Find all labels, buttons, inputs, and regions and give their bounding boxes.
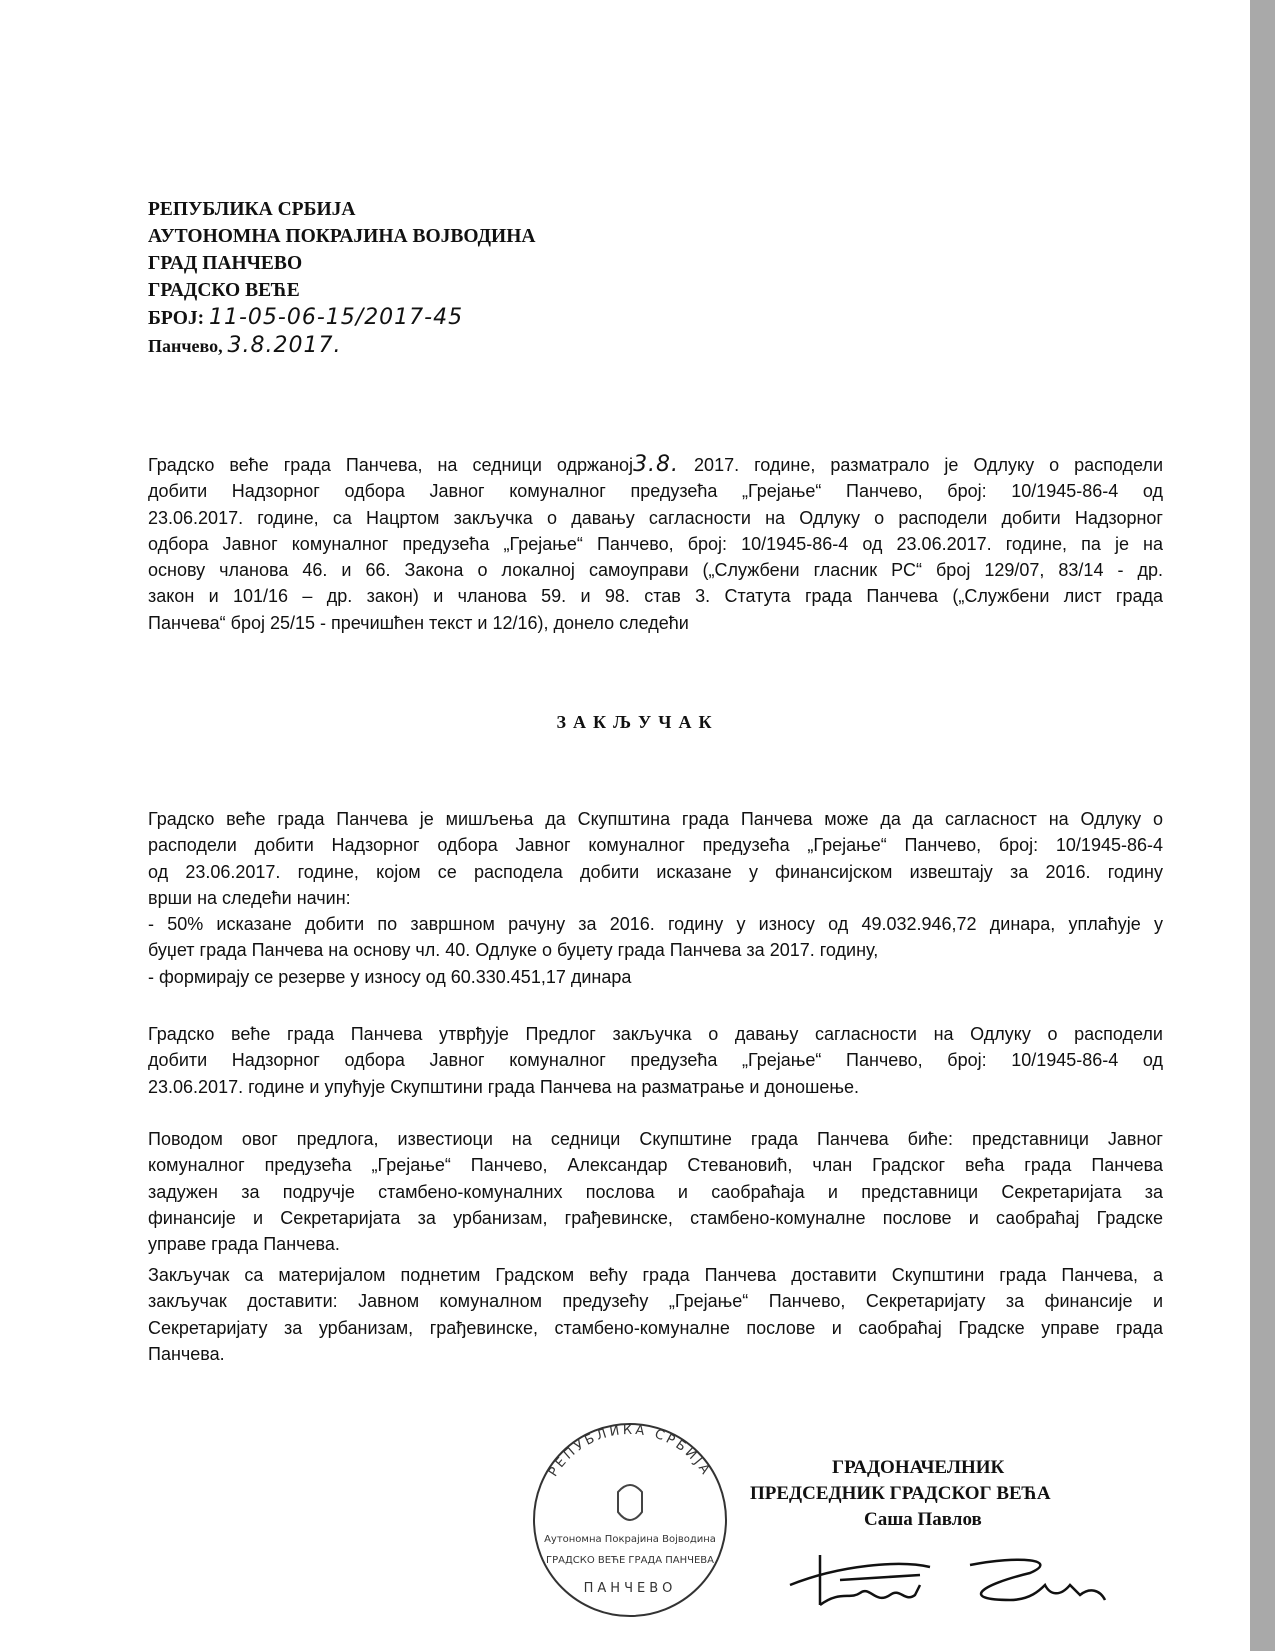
header-line: РЕПУБЛИКА СРБИЈА [148, 199, 356, 220]
seal-outer-text: РЕПУБЛИКА СРБИЈА [545, 1422, 715, 1480]
text: Градско веће града Панчева, на седници одржаној [148, 455, 634, 475]
handwritten-session-date: 3.8. [633, 452, 680, 477]
signature-block [750, 1455, 1051, 1533]
paragraph-line: Секретаријату за урбанизам, грађевинске, стамбено-комуналне послове и саобраћај Градске управе града [148, 1317, 1163, 1338]
paragraph-line: закон и 101/16 – др. закон) и чланова 59. и 98. став 3. Статута града Панчева („Службени лист града [148, 586, 1163, 607]
paragraph-rapporteurs [148, 1126, 1163, 1257]
signatory-name: Саша Павлов [864, 1509, 982, 1530]
paragraph-delivery [148, 1262, 1163, 1367]
paragraph-line: добити Надзорног одбора Јавног комуналног предузећа „Грејање“ Панчево, број: 10/1945-86-4 од [148, 1050, 1163, 1071]
paragraph-line: задужен за подручје стамбено-комуналних послова и саобраћаја и представници Секретаријата за [148, 1181, 1163, 1202]
paragraph-line: - 50% исказане добити по завршном рачуну за 2016. годину у износу од 49.032.946,72 динара, уплаћује у [148, 914, 1163, 935]
document-number [148, 304, 535, 332]
paragraph-line: 23.06.2017. године, са Нацртом закључка о давању сагласности на Одлуку о расподели добити Надзорног [148, 507, 1163, 528]
paragraph-line: комуналног предузећа „Грејање“ Панчево, Александар Стевановић, члан Градског већа града Панчева [148, 1155, 1163, 1176]
header-line: ГРАДСКО ВЕЋЕ [148, 280, 300, 301]
place-label: Панчево, [148, 336, 223, 356]
paragraph-line: од 23.06.2017. године, којом се расподела добити исказане у финансијском извештају за 2016. годину [148, 861, 1163, 882]
document-place-date [148, 332, 535, 360]
coat-of-arms-icon [618, 1485, 642, 1520]
header-line: АУТОНОМНА ПОКРАЈИНА ВОЈВОДИНА [148, 226, 536, 247]
scan-edge [1250, 0, 1275, 1651]
text: 2017. године, разматрало је Одлуку о расподели [679, 455, 1163, 475]
paragraph-line: Закључак са материјалом поднетим Градском већу града Панчева доставити Скупштини града Панчева, а [148, 1265, 1163, 1285]
paragraph-line: 23.06.2017. године и упућује Скупштини града Панчева на разматрање и доношење. [148, 1076, 860, 1097]
paragraph-line: одбора Јавног комуналног предузећа „Грејање“ Панчево, број: 10/1945-86-4 од 23.06.2017. године, па је на [148, 533, 1163, 554]
paragraph-line: Градско веће града Панчева утврђује Предлог закључка о давању сагласности на Одлуку о расподели [148, 1024, 1163, 1044]
handwritten-number: 11-05-06-15/2017-45 [208, 305, 464, 330]
paragraph-line [148, 452, 1163, 478]
paragraph-line: закључак доставити: Јавном комуналном предузећу „Грејање“ Панчево, Секретаријату за финансије и [148, 1291, 1163, 1312]
paragraph-line: буџет града Панчева на основу чл. 40. Одлуке о буџету града Панчева за 2017. годину, [148, 940, 879, 961]
paragraph-conclusion [148, 806, 1163, 990]
paragraph-line: основу чланова 46. и 66. Закона о локалној самоуправи („Службени гласник РС“ број 129/07, 83/14 - др. [148, 560, 1163, 581]
handwritten-signature [780, 1545, 1120, 1615]
seal-middle-text: Аутономна Покрајина Војводина [544, 1534, 716, 1545]
document-header [148, 196, 535, 360]
paragraph-line: расподели добити Надзорног одбора Јавног комуналног предузећа „Грејање“ Панчево, број: 10/1945-86-4 [148, 835, 1163, 856]
official-seal [530, 1420, 730, 1620]
handwritten-date: 3.8.2017. [227, 333, 342, 358]
paragraph-line: Поводом овог предлога, известиоци на седници Скупштине града Панчева биће: представници Јавног [148, 1129, 1163, 1149]
paragraph-proposal [148, 1021, 1163, 1100]
paragraph-intro [148, 452, 1163, 636]
header-line: ГРАД ПАНЧЕВО [148, 253, 303, 274]
signatory-role: ПРЕДСЕДНИК ГРАДСКОГ ВЕЋА [750, 1483, 1051, 1504]
paragraph-line: Панчева“ број 25/15 - пречишћен текст и 12/16), донело следећи [148, 612, 689, 633]
paragraph-line: Градско веће града Панчева је мишљења да Скупштина града Панчева може да да сагласност на Одлуку о [148, 809, 1163, 829]
seal-bottom-text: ПАНЧЕВО [583, 1581, 677, 1596]
paragraph-line: финансије и Секретаријата за урбанизам, грађевинске, стамбено-комуналне послове и саобраћај Градске [148, 1207, 1163, 1228]
paragraph-line: Панчева. [148, 1343, 225, 1364]
seal-inner-text: ГРАДСКО ВЕЋЕ ГРАДА ПАНЧЕВА [545, 1555, 715, 1566]
number-label: БРОЈ: [148, 308, 205, 329]
paragraph-line: добити Надзорног одбора Јавног комуналног предузећа „Грејање“ Панчево, број: 10/1945-86-4 од [148, 481, 1163, 502]
paragraph-line: - формирају се резерве у износу од 60.330.451,17 динара [148, 966, 632, 987]
svg-text:РЕПУБЛИКА СРБИЈА [546, 1423, 714, 1480]
paragraph-line: врши на следећи начин: [148, 887, 351, 908]
paragraph-line: управе града Панчева. [148, 1234, 340, 1255]
document-title: ЗАКЉУЧАК [556, 712, 719, 732]
signatory-role: ГРАДОНАЧЕЛНИК [832, 1457, 1005, 1478]
